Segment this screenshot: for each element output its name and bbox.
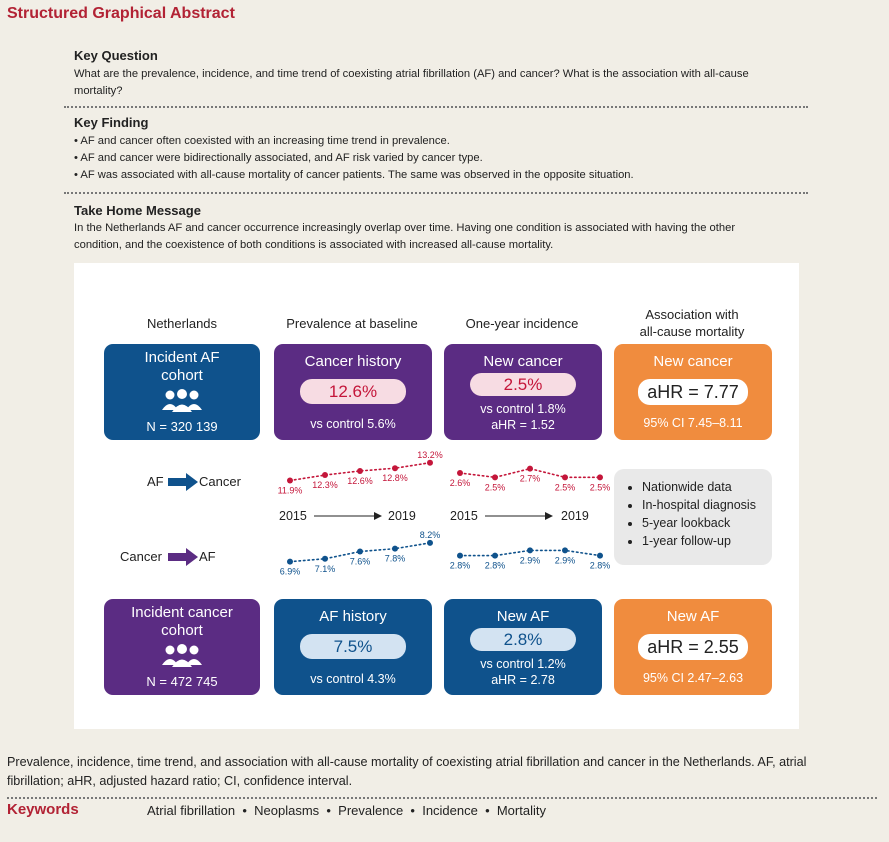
trend-point bbox=[287, 559, 293, 565]
trend-chart-cancer-history bbox=[270, 449, 443, 500]
cancer-label: Cancer bbox=[120, 549, 162, 564]
confidence-interval: 95% CI 2.47–2.63 bbox=[642, 671, 744, 685]
trend-point bbox=[392, 465, 398, 471]
timeline-arrow-icon bbox=[485, 510, 553, 522]
column-header-line: all-cause mortality bbox=[639, 324, 745, 339]
new-af-incidence-box bbox=[444, 599, 602, 695]
key-finding-list bbox=[74, 133, 814, 184]
incidence-value: 2.5% bbox=[470, 373, 576, 396]
af-label: AF bbox=[199, 549, 216, 564]
new-af-mortality-box bbox=[614, 599, 772, 695]
control-value: vs control 1.2% bbox=[480, 657, 566, 671]
trend-chart-new-cancer bbox=[440, 452, 610, 500]
trend-point bbox=[527, 547, 533, 553]
trend-label: 12.3% bbox=[312, 480, 338, 491]
study-design-box bbox=[614, 469, 772, 565]
prevalence-value: 12.6% bbox=[300, 379, 406, 404]
cohort-title: cohort bbox=[161, 622, 203, 639]
trend-label: 12.6% bbox=[347, 475, 373, 486]
trend-label: 2.8% bbox=[589, 560, 611, 571]
trend-point bbox=[357, 549, 363, 555]
timeline-start: 2015 bbox=[450, 509, 478, 523]
trend-point bbox=[562, 547, 568, 553]
incidence-value: 2.8% bbox=[470, 628, 576, 651]
trend-point bbox=[322, 556, 328, 562]
trend-label: 2.5% bbox=[589, 482, 611, 493]
column-header-line: Association with bbox=[645, 307, 739, 322]
timeline-end: 2019 bbox=[388, 509, 416, 523]
af-history-box bbox=[274, 599, 432, 695]
key-finding-item: • AF and cancer often coexisted with an increasing time trend in prevalence. bbox=[74, 135, 450, 147]
arrow-right-icon bbox=[168, 473, 198, 491]
box-title: New cancer bbox=[483, 353, 563, 370]
divider bbox=[7, 797, 877, 799]
trend-point bbox=[392, 546, 398, 552]
trend-point bbox=[322, 472, 328, 478]
trend-point bbox=[527, 466, 533, 472]
people-icon bbox=[160, 388, 204, 414]
trend-chart-af-history bbox=[270, 529, 441, 580]
trend-label: 8.2% bbox=[419, 529, 441, 540]
box-title: AF history bbox=[319, 608, 387, 625]
trend-point bbox=[457, 553, 463, 559]
divider bbox=[64, 106, 808, 108]
trend-label: 2.9% bbox=[519, 555, 541, 566]
trend-label: 7.6% bbox=[349, 556, 371, 567]
keywords-list: Atrial fibrillation • Neoplasms • Prevalence • Incidence • Mortality bbox=[147, 803, 546, 818]
timeline-arrow-icon bbox=[314, 510, 382, 522]
mortality-ahr: aHR = 2.55 bbox=[638, 634, 748, 660]
new-cancer-incidence-box bbox=[444, 344, 602, 440]
trend-point bbox=[287, 478, 293, 484]
key-finding-item: • AF was associated with all-cause mortality of cancer patients. The same was observed in the opposite situation. bbox=[74, 169, 634, 181]
trend-label: 13.2% bbox=[417, 449, 443, 460]
trend-label: 7.1% bbox=[314, 563, 336, 574]
key-question-line: mortality? bbox=[74, 85, 123, 97]
prevalence-value: 7.5% bbox=[300, 634, 406, 659]
keywords-heading: Keywords bbox=[7, 801, 79, 818]
incident-af-cohort-box bbox=[104, 344, 260, 440]
cohort-title: Incident cancer bbox=[131, 604, 233, 621]
trend-label: 2.5% bbox=[554, 482, 576, 493]
mortality-ahr: aHR = 7.77 bbox=[638, 379, 748, 405]
study-design-item: • 5-year lookback bbox=[642, 514, 772, 532]
key-finding-heading: Key Finding bbox=[74, 115, 149, 130]
box-title: Cancer history bbox=[304, 353, 402, 370]
people-icon bbox=[160, 643, 204, 669]
trend-point bbox=[457, 470, 463, 476]
trend-point bbox=[492, 553, 498, 559]
study-design-item: • 1-year follow-up bbox=[642, 532, 772, 550]
column-header-mortality bbox=[610, 306, 774, 340]
cohort-title: cohort bbox=[161, 367, 203, 384]
trend-label: 2.6% bbox=[449, 478, 471, 488]
cohort-title: Incident AF bbox=[144, 349, 220, 366]
trend-label: 6.9% bbox=[279, 566, 301, 577]
trend-chart-new-af bbox=[440, 532, 610, 580]
trend-label: 2.8% bbox=[484, 560, 506, 571]
study-design-item: • In-hospital diagnosis bbox=[642, 496, 772, 514]
ahr-value: aHR = 1.52 bbox=[491, 418, 555, 432]
trend-label: 2.5% bbox=[484, 482, 506, 493]
figure-caption bbox=[7, 753, 877, 791]
take-home-line: In the Netherlands AF and cancer occurrence increasingly overlap over time. Having one condition is associated with having the other bbox=[74, 222, 736, 234]
trend-point bbox=[357, 468, 363, 474]
divider bbox=[64, 192, 808, 194]
trend-point bbox=[427, 540, 433, 546]
control-value: vs control 5.6% bbox=[310, 417, 396, 431]
take-home-heading: Take Home Message bbox=[74, 203, 201, 218]
ahr-value: aHR = 2.78 bbox=[491, 673, 555, 687]
abstract-title: Structured Graphical Abstract bbox=[7, 5, 235, 22]
trend-label: 2.8% bbox=[449, 560, 471, 571]
trend-point bbox=[597, 553, 603, 559]
af-label: AF bbox=[147, 474, 164, 489]
key-question-text bbox=[74, 66, 814, 100]
take-home-line: condition, and the coexistence of both conditions is associated with increased all-cause mortality. bbox=[74, 239, 554, 251]
trend-label: 11.9% bbox=[277, 485, 303, 496]
caption-line: Prevalence, incidence, time trend, and association with all-cause mortality of coexisting atrial fibrillation and cancer in the Netherlands. AF, atrial bbox=[7, 755, 807, 769]
column-header-prevalence: Prevalence at baseline bbox=[286, 316, 418, 331]
key-question-line: What are the prevalence, incidence, and time trend of coexisting atrial fibrillation (AF) and cancer? What is the association with all-cause bbox=[74, 68, 749, 80]
take-home-text bbox=[74, 220, 814, 254]
cohort-size: N = 472 745 bbox=[146, 674, 218, 689]
new-cancer-mortality-box bbox=[614, 344, 772, 440]
column-header-incidence: One-year incidence bbox=[465, 316, 579, 331]
trend-point bbox=[427, 460, 433, 466]
timeline-end: 2019 bbox=[561, 509, 589, 523]
column-header-netherlands: Netherlands bbox=[146, 316, 218, 331]
caption-line: fibrillation; aHR, adjusted hazard ratio; CI, confidence interval. bbox=[7, 774, 353, 788]
box-title: New cancer bbox=[653, 353, 733, 370]
cancer-history-box bbox=[274, 344, 432, 440]
key-finding-item: • AF and cancer were bidirectionally associated, and AF risk varied by cancer type. bbox=[74, 152, 483, 164]
trend-label: 7.8% bbox=[384, 553, 406, 564]
box-title: New AF bbox=[496, 608, 550, 625]
cohort-size: N = 320 139 bbox=[146, 419, 218, 434]
confidence-interval: 95% CI 7.45–8.11 bbox=[643, 416, 743, 430]
arrow-right-icon bbox=[168, 548, 198, 566]
trend-label: 12.8% bbox=[382, 473, 408, 484]
cancer-label: Cancer bbox=[199, 474, 241, 489]
trend-label: 2.7% bbox=[519, 473, 541, 484]
trend-point bbox=[597, 474, 603, 480]
trend-point bbox=[492, 474, 498, 480]
trend-point bbox=[562, 474, 568, 480]
trend-label: 2.9% bbox=[554, 555, 576, 566]
control-value: vs control 1.8% bbox=[480, 402, 566, 416]
incident-cancer-cohort-box bbox=[104, 599, 260, 695]
control-value: vs control 4.3% bbox=[310, 672, 396, 686]
timeline-start: 2015 bbox=[279, 509, 307, 523]
key-question-heading: Key Question bbox=[74, 48, 158, 63]
study-design-item: • Nationwide data bbox=[642, 478, 772, 496]
box-title: New AF bbox=[666, 608, 720, 625]
